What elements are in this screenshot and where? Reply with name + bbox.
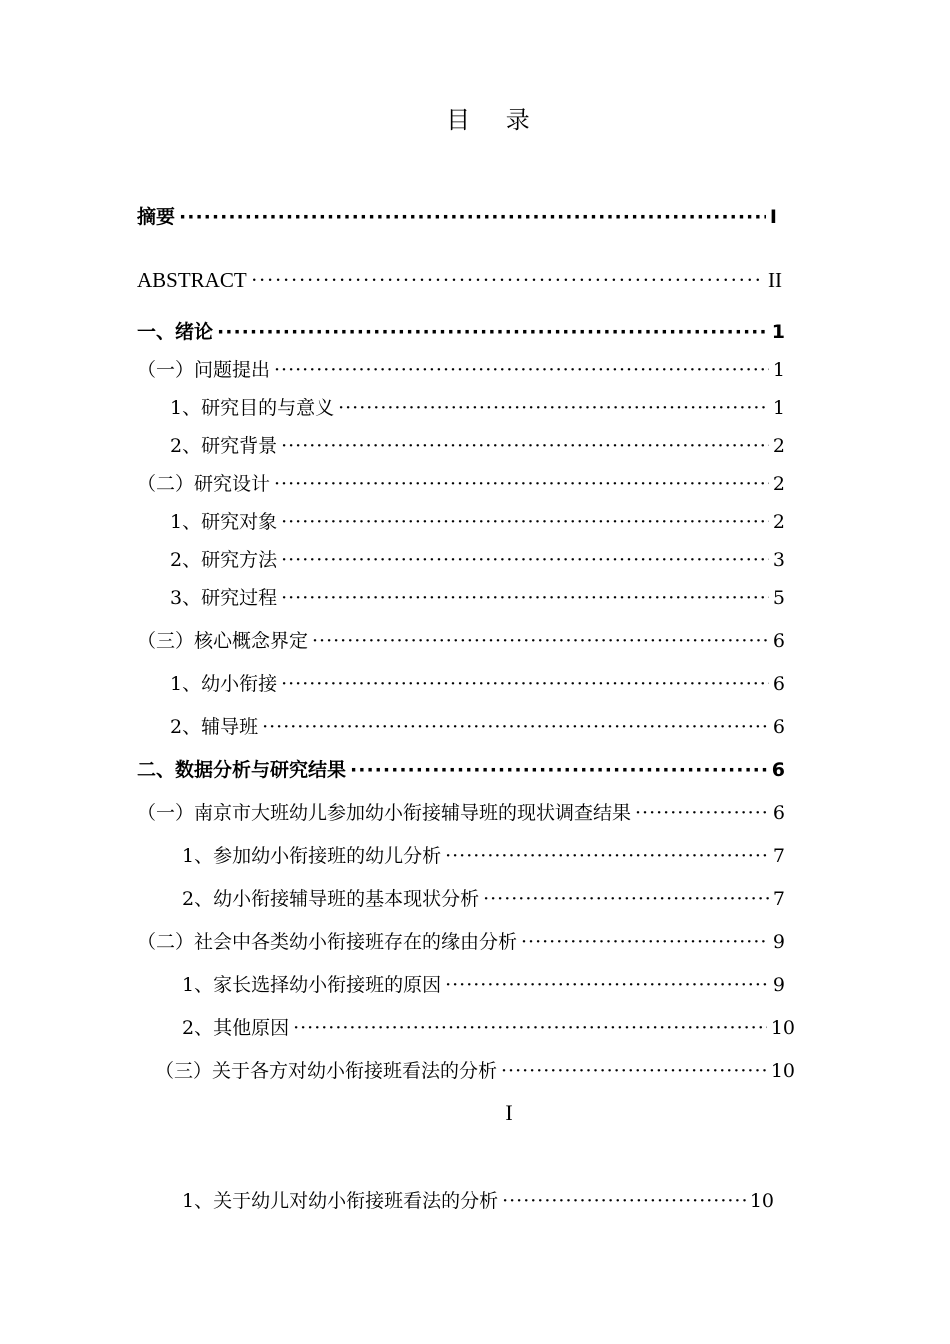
toc-page: 10 xyxy=(770,1017,795,1039)
toc-label: 2、辅导班 xyxy=(170,716,259,738)
toc-label: 1、幼小衔接 xyxy=(170,673,278,695)
toc-leader xyxy=(445,972,769,998)
toc-label: 1、研究目的与意义 xyxy=(170,397,335,419)
toc-entry[interactable] xyxy=(170,547,785,573)
toc-entry[interactable] xyxy=(170,433,785,459)
toc-page: 2 xyxy=(772,511,785,533)
toc-leader xyxy=(281,671,769,697)
toc-leader xyxy=(312,628,769,654)
toc-leader xyxy=(281,585,769,611)
toc-label: 1、参加幼小衔接班的幼儿分析 xyxy=(182,845,442,867)
toc-page: 6 xyxy=(771,759,785,781)
toc-leader xyxy=(274,357,769,383)
toc-label: （三）核心概念界定 xyxy=(137,630,309,652)
toc-entry[interactable] xyxy=(137,757,785,783)
toc-leader xyxy=(281,547,769,573)
toc-page: 6 xyxy=(772,630,785,652)
toc-label: 一、绪论 xyxy=(137,321,214,343)
toc-page: 6 xyxy=(772,673,785,695)
toc-entry[interactable] xyxy=(137,319,785,345)
toc-page: 1 xyxy=(772,397,785,419)
toc-entry[interactable] xyxy=(182,843,785,869)
page-title: 目 录 xyxy=(446,106,544,134)
toc-label: 1、研究对象 xyxy=(170,511,278,533)
toc-entry[interactable] xyxy=(137,628,785,654)
toc-page: 9 xyxy=(772,974,785,996)
toc-entry[interactable] xyxy=(170,395,785,421)
toc-label: 2、研究背景 xyxy=(170,435,278,457)
toc-entry[interactable] xyxy=(137,929,785,955)
toc-label: （一）南京市大班幼儿参加幼小衔接辅导班的现状调查结果 xyxy=(137,802,632,824)
toc-leader xyxy=(350,757,768,783)
toc-entry[interactable] xyxy=(137,357,785,383)
toc-leader xyxy=(521,929,769,955)
toc-label: （二）研究设计 xyxy=(137,473,271,495)
toc-label: 2、幼小衔接辅导班的基本现状分析 xyxy=(182,888,480,910)
toc-leader xyxy=(445,843,769,869)
toc-entry[interactable] xyxy=(182,972,785,998)
toc-entry[interactable] xyxy=(170,671,785,697)
toc-label: ABSTRACT xyxy=(137,268,247,292)
toc-page: 10 xyxy=(749,1190,774,1212)
toc-entry-abstract-en[interactable] xyxy=(137,267,782,293)
toc-leader xyxy=(338,395,769,421)
toc-page: 5 xyxy=(772,587,785,609)
toc-label: 二、数据分析与研究结果 xyxy=(137,759,347,781)
toc-leader xyxy=(483,886,769,912)
toc-entry[interactable] xyxy=(182,886,785,912)
toc-label: （一）问题提出 xyxy=(137,359,271,381)
toc-page: 6 xyxy=(772,716,785,738)
toc-entry[interactable] xyxy=(182,1015,795,1041)
toc-entry[interactable] xyxy=(182,1188,774,1214)
toc-leader xyxy=(262,714,769,740)
toc-leader xyxy=(179,204,766,230)
toc-leader xyxy=(501,1058,767,1084)
toc-page: 6 xyxy=(772,802,785,824)
toc-entry[interactable] xyxy=(137,800,785,826)
toc-label: 1、家长选择幼小衔接班的原因 xyxy=(182,974,442,996)
toc-label: 2、研究方法 xyxy=(170,549,278,571)
toc-leader xyxy=(217,319,768,345)
toc-label: 1、关于幼儿对幼小衔接班看法的分析 xyxy=(182,1190,499,1212)
page-number: I xyxy=(505,1100,513,1125)
toc-leader xyxy=(251,267,764,293)
toc-leader xyxy=(293,1015,767,1041)
toc-entry[interactable] xyxy=(155,1058,795,1084)
toc-page: 10 xyxy=(770,1060,795,1082)
toc-label: 摘要 xyxy=(137,206,176,228)
toc-page: II xyxy=(768,268,782,292)
toc-page: 9 xyxy=(772,931,785,953)
toc-page: 2 xyxy=(772,435,785,457)
toc-leader xyxy=(502,1188,746,1214)
toc-label: （三）关于各方对幼小衔接班看法的分析 xyxy=(155,1060,498,1082)
toc-leader xyxy=(281,509,769,535)
toc-label: （二）社会中各类幼小衔接班存在的缘由分析 xyxy=(137,931,518,953)
toc-page: I xyxy=(769,206,777,228)
toc-entry-abstract-cn[interactable] xyxy=(137,204,777,230)
toc-entry[interactable] xyxy=(170,509,785,535)
toc-page: 1 xyxy=(772,359,785,381)
toc-page: 3 xyxy=(772,549,785,571)
toc-leader xyxy=(274,471,769,497)
toc-page: 1 xyxy=(771,321,785,343)
toc-entry[interactable] xyxy=(170,585,785,611)
toc-page: 7 xyxy=(772,845,785,867)
toc-entry[interactable] xyxy=(170,714,785,740)
toc-entry[interactable] xyxy=(137,471,785,497)
toc-leader xyxy=(635,800,769,826)
toc-page: 2 xyxy=(772,473,785,495)
toc-page: 7 xyxy=(772,888,785,910)
toc-label: 3、研究过程 xyxy=(170,587,278,609)
toc-leader xyxy=(281,433,769,459)
toc-label: 2、其他原因 xyxy=(182,1017,290,1039)
